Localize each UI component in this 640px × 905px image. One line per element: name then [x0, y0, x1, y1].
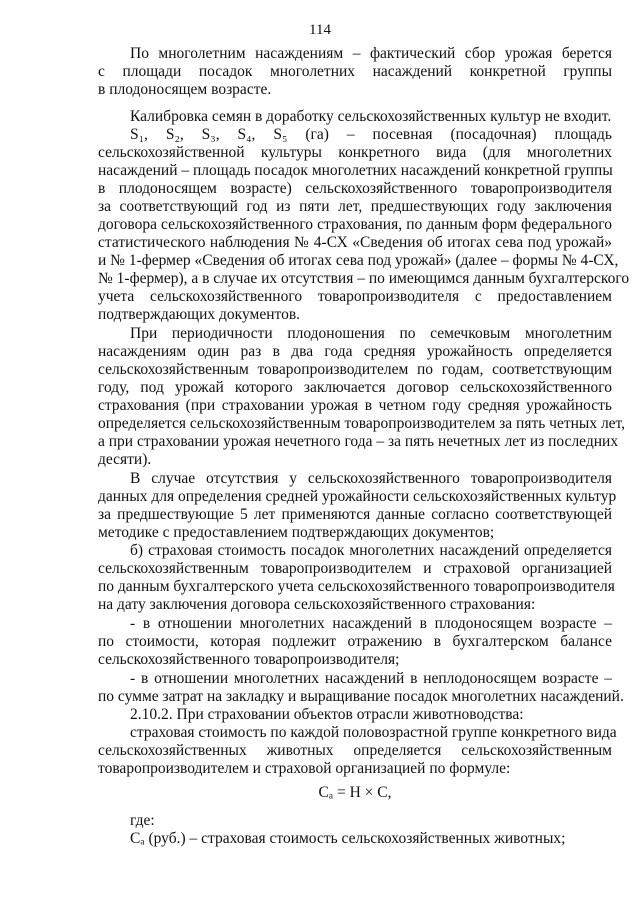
page-number: 114: [309, 22, 331, 38]
text-line: № 1-фермер), а в случае их отсутствия – по имеющимся данным бухгалтерского: [98, 270, 630, 287]
text-line: - в отношении многолетних насаждений в неплодоносящем возрасте –: [130, 670, 612, 687]
text-line: где:: [130, 812, 155, 829]
text-line: насаждений – площадь посадок многолетних насаждений конкретной группы: [98, 162, 613, 179]
text-line: При периодичности плодоношения по семечковым многолетним: [130, 325, 612, 342]
text-line: насаждениям один раз в два года средняя урожайность определяется: [98, 343, 612, 360]
text-line: Cₐ (руб.) – страховая стоимость сельскохозяйственных животных;: [130, 830, 566, 847]
text-line: на дату заключения договора сельскохозяйственного страхования:: [98, 596, 536, 613]
text-line: определяется сельскохозяйственным товаропроизводителем за пять четных лет,: [98, 415, 626, 432]
text-line: в плодоносящем возрасте.: [98, 81, 272, 98]
text-line: Калибровка семян в доработку сельскохозяйственных культур не входит.: [130, 108, 612, 125]
text-line: по сумме затрат на закладку и выращивание посадок многолетних насаждений.: [98, 688, 624, 705]
text-line: сельскохозяйственного товаропроизводителя;: [98, 651, 400, 668]
text-line: сельскохозяйственных животных определяется сельскохозяйственным: [98, 742, 612, 759]
text-line: по данным бухгалтерского учета сельскохозяйственного товаропроизводителя: [98, 578, 615, 595]
text-line: в плодоносящем возрасте) сельскохозяйственного товаропроизводителя: [98, 180, 612, 197]
text-line: страхования (при страховании урожая в четном году средняя урожайность: [98, 397, 612, 414]
text-line: В случае отсутствия у сельскохозяйственного товаропроизводителя: [130, 470, 612, 487]
text-line: учета сельскохозяйственного товаропроизводителя с предоставлением: [98, 288, 612, 305]
text-line: подтверждающих документов.: [98, 306, 301, 323]
text-line: - в отношении многолетних насаждений в плодоносящем возрасте –: [130, 615, 612, 632]
text-line: сельскохозяйственным товаропроизводителем и страховой организацией: [98, 560, 612, 577]
text-line: статистического наблюдения № 4-СХ «Сведения об итогах сева под урожай»: [98, 234, 612, 251]
text-line: десяти).: [98, 451, 152, 468]
text-line: 2.10.2. При страховании объектов отрасли животноводства:: [130, 706, 524, 723]
text-line: за соответствующий год из пяти лет, предшествующих году заключения: [98, 198, 612, 215]
text-line: году, под урожай которого заключается договор сельскохозяйственного: [98, 379, 612, 396]
text-line: за предшествующие 5 лет применяются данные согласно соответствующей: [98, 506, 612, 523]
text-line: с площади посадок многолетних насаждений конкретной группы: [98, 63, 612, 80]
text-line: страховая стоимость по каждой половозрастной группе конкретного вида: [130, 724, 617, 741]
text-line: методике с предоставлением подтверждающих документов;: [98, 524, 495, 541]
text-line: а при страховании урожая нечетного года – за пять нечетных лет из последних: [98, 433, 619, 450]
text-line: договора сельскохозяйственного страхования, по данным форм федерального: [98, 216, 612, 233]
text-line: сельскохозяйственной культуры конкретного вида (для многолетних: [98, 144, 612, 161]
text-line: по стоимости, которая подлежит отражению в бухгалтерском балансе: [98, 633, 612, 650]
text-line: По многолетним насаждениям – фактический сбор урожая берется: [130, 45, 612, 62]
text-line: сельскохозяйственным товаропроизводителем по годам, соответствующим: [98, 361, 612, 378]
text-line: данных для определения средней урожайности сельскохозяйственных культур: [98, 488, 617, 505]
formula-line: Cₐ = Н × С,: [318, 784, 392, 801]
text-line: и № 1-фермер «Сведения об итогах сева под урожай» (далее – формы № 4-СХ,: [98, 252, 619, 269]
text-line: товаропроизводителем и страховой организацией по формуле:: [98, 760, 511, 777]
text-line: б) страховая стоимость посадок многолетних насаждений определяется: [130, 542, 612, 559]
text-line: S₁, S₂, S₃, S₄, S₅ (га) – посевная (посадочная) площадь: [130, 126, 612, 143]
